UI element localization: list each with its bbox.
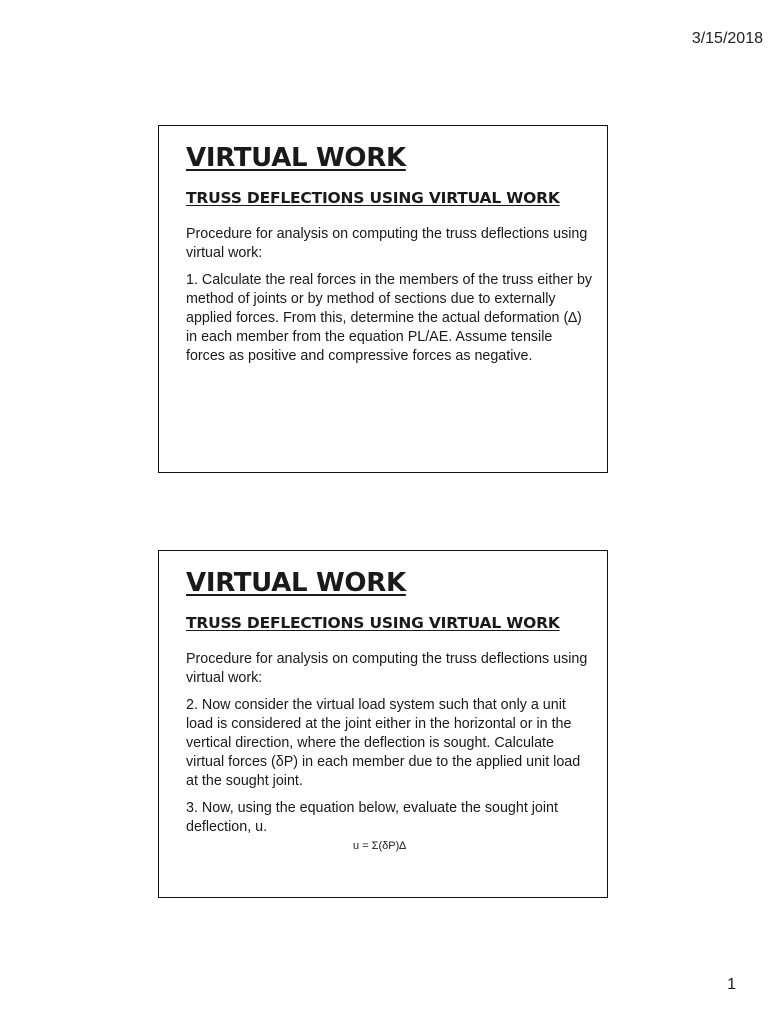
deflection-equation: u = Σ(δP)∆ [353, 840, 406, 852]
slide-content [186, 140, 593, 366]
slide-1 [158, 125, 608, 473]
procedure-step-1: 1. Calculate the real forces in the members of the truss either by method of joints or by method of sections due to externally applied forces. From this, determine the actual deformation (∆) in each member from the equation PL/AE. Assume tensile forces as positive and compressive forces as negative. [186, 272, 593, 364]
procedure-step-2: 2. Now consider the virtual load system such that only a unit load is considered at the joint either in the horizontal or in the vertical direction, where the deflection is sought. Calculate virtual forces (δP) in each member due to the applied unit load at the sought joint. [186, 697, 581, 789]
procedure-intro: Procedure for analysis on computing the truss deflections using virtual work: [186, 651, 588, 686]
slide-title: VIRTUAL WORK [186, 143, 406, 173]
slide-subtitle: TRUSS DEFLECTIONS USING VIRTUAL WORK [186, 614, 560, 632]
slide-subtitle: TRUSS DEFLECTIONS USING VIRTUAL WORK [186, 189, 560, 207]
slide-2 [158, 550, 608, 898]
slide-title: VIRTUAL WORK [186, 568, 406, 598]
page-date: 3/15/2018 [691, 30, 763, 47]
page-number: 1 [727, 976, 736, 993]
procedure-step-3: 3. Now, using the equation below, evaluate the sought joint deflection, u. [186, 800, 558, 835]
procedure-intro: Procedure for analysis on computing the truss deflections using virtual work: [186, 226, 588, 261]
slide-content [186, 565, 593, 852]
